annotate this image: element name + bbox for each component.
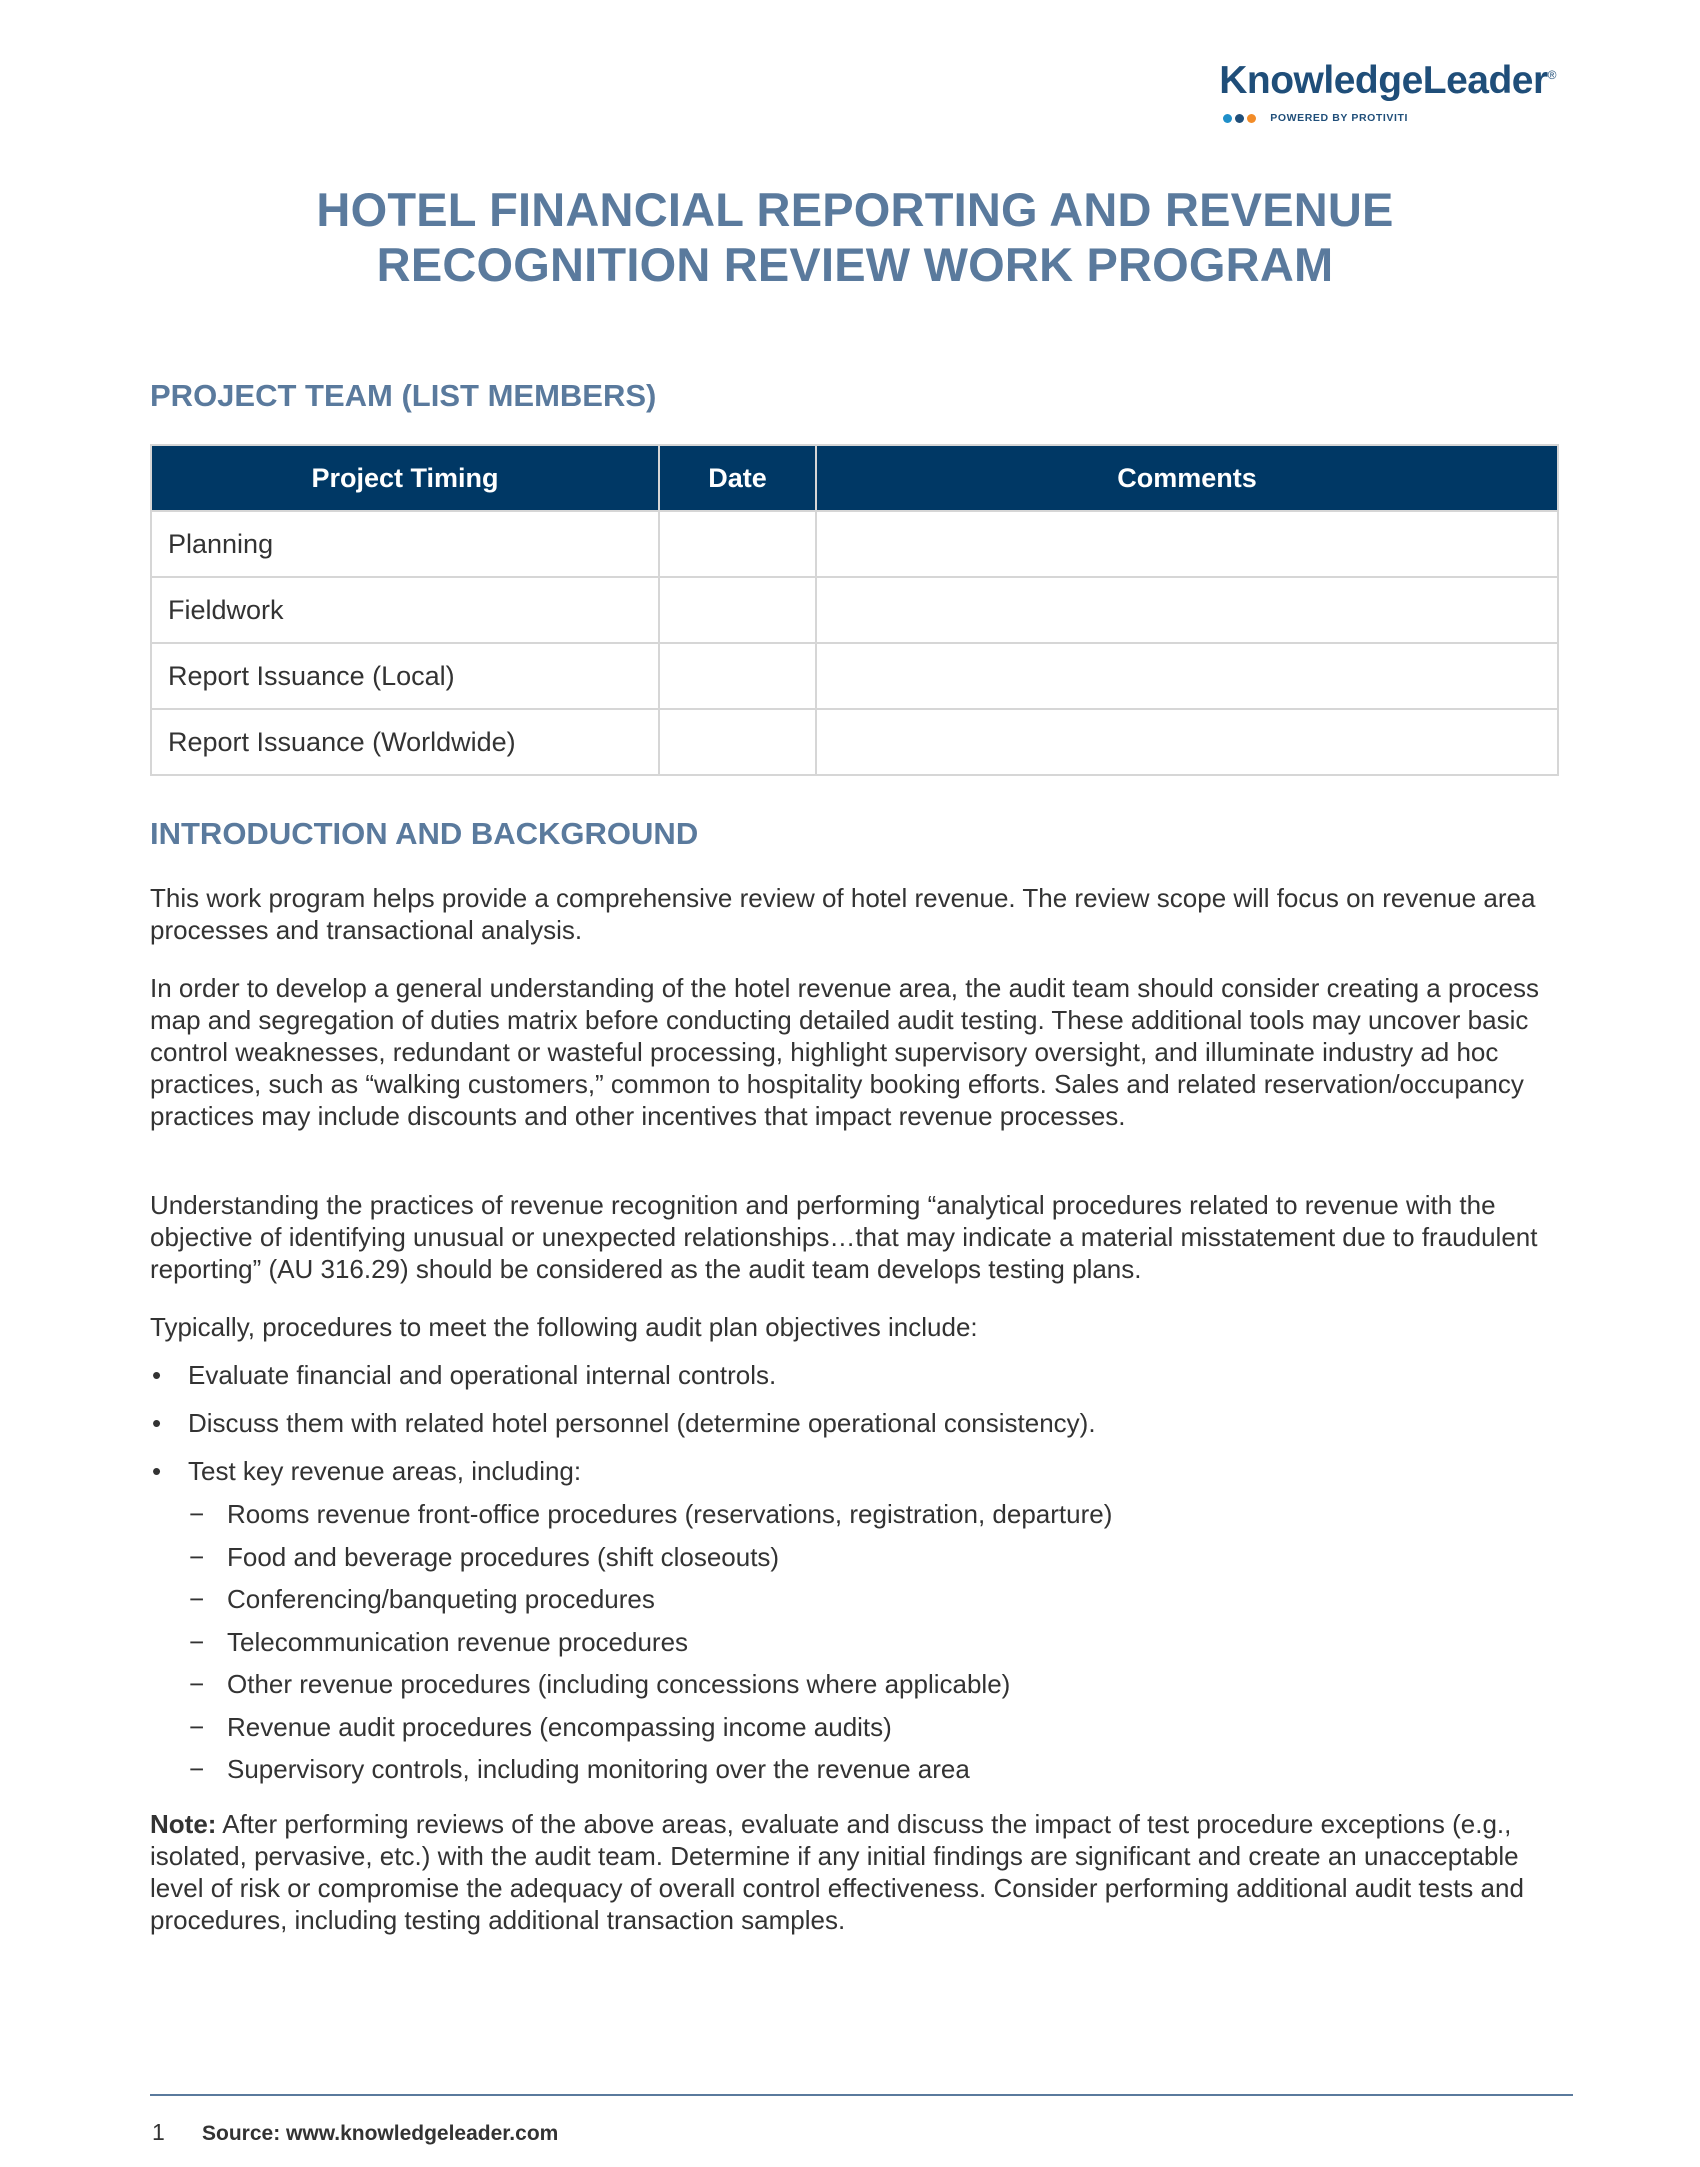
title-line-2: RECOGNITION REVIEW WORK PROGRAM	[376, 238, 1334, 291]
bullet-mark: •	[152, 1360, 162, 1390]
timing-cell: Fieldwork	[151, 577, 659, 643]
dash-mark: −	[189, 1627, 205, 1657]
bullet-text: Discuss them with related hotel personnel (determine operational consistency).	[188, 1408, 1096, 1438]
sub-bullet-text: Supervisory controls, including monitoring over the revenue area	[227, 1754, 970, 1784]
timing-cell: Report Issuance (Worldwide)	[151, 709, 659, 775]
date-cell[interactable]	[659, 643, 816, 709]
note-paragraph	[150, 1808, 1565, 1936]
footer-divider	[150, 2094, 1573, 2096]
intro-paragraph-2: In order to develop a general understanding of the hotel revenue area, the audit team should consider creating a process map and segregation of duties matrix before conducting detailed audit testing. These additional tools may uncover basic control weaknesses, redundant or wasteful processing, highlight supervisory oversight, and illuminate industry ad hoc practices, such as “walking customers,” common to hospitality booking efforts. Sales and related reservation/occupancy practices may include discounts and other incentives that impact revenue processes.	[150, 973, 1540, 1131]
comments-cell[interactable]	[816, 643, 1558, 709]
source-citation: Source: www.knowledgeleader.com	[202, 2122, 559, 2145]
project-timing-table	[150, 444, 1559, 776]
column-header-project-timing: Project Timing	[151, 445, 659, 511]
comments-cell[interactable]	[816, 709, 1558, 775]
table-row	[151, 577, 1558, 643]
note-text: After performing reviews of the above areas, evaluate and discuss the impact of test procedure exceptions (e.g., isolated, pervasive, etc.) with the audit team. Determine if any initial findings are significant and create an unacceptable level of risk or compromise the adequacy of overall control effectiveness. Consider performing additional audit tests and procedures, including testing additional transaction samples.	[150, 1809, 1524, 1935]
column-header-date: Date	[659, 445, 816, 511]
logo-wordmark: KnowledgeLeader®	[1219, 59, 1556, 102]
table-row	[151, 709, 1558, 775]
sub-bullet-text: Conferencing/banqueting procedures	[227, 1584, 655, 1614]
dash-mark: −	[189, 1669, 205, 1699]
sub-bullet-text: Rooms revenue front-office procedures (reservations, registration, departure)	[227, 1499, 1113, 1529]
knowledgeleader-logo	[1219, 52, 1556, 126]
logo-dot-blue	[1223, 114, 1232, 123]
column-header-comments: Comments	[816, 445, 1558, 511]
title-line-1: HOTEL FINANCIAL REPORTING AND REVENUE	[316, 183, 1394, 236]
sub-bullet-text: Telecommunication revenue procedures	[227, 1627, 689, 1657]
logo-dot-orange	[1247, 114, 1256, 123]
logo-tagline: POWERED BY PROTIVITI	[1270, 112, 1409, 124]
page-number: 1	[152, 2119, 165, 2145]
sub-bullet-text: Other revenue procedures (including concessions where applicable)	[227, 1669, 1011, 1699]
comments-cell[interactable]	[816, 577, 1558, 643]
date-cell[interactable]	[659, 709, 816, 775]
document-title	[150, 182, 1560, 292]
dash-mark: −	[189, 1499, 205, 1529]
note-label: Note:	[150, 1809, 217, 1839]
table-header-row	[151, 445, 1558, 511]
dash-mark: −	[189, 1712, 205, 1742]
dash-mark: −	[189, 1584, 205, 1614]
introduction-heading: INTRODUCTION AND BACKGROUND	[150, 816, 699, 851]
logo-subline	[1219, 110, 1556, 126]
logo-dots-icon	[1223, 114, 1256, 123]
intro-paragraph-3: Understanding the practices of revenue recognition and performing “analytical procedures related to revenue with the objective of identifying unusual or unexpected relationships…that may indicate a material misstatement due to fraudulent reporting” (AU 316.29) should be considered as the audit team develops testing plans.	[150, 1190, 1538, 1284]
timing-cell: Report Issuance (Local)	[151, 643, 659, 709]
dash-mark: −	[189, 1542, 205, 1572]
table-row	[151, 643, 1558, 709]
bullet-mark: •	[152, 1456, 162, 1486]
table-row	[151, 511, 1558, 577]
timing-cell: Planning	[151, 511, 659, 577]
logo-dot-navy	[1235, 114, 1244, 123]
bullet-text: Evaluate financial and operational internal controls.	[188, 1360, 777, 1390]
intro-paragraph-1: This work program helps provide a comprehensive review of hotel revenue. The review scope will focus on revenue area processes and transactional analysis.	[150, 883, 1536, 945]
dash-mark: −	[189, 1754, 205, 1784]
sub-bullet-text: Food and beverage procedures (shift closeouts)	[227, 1542, 780, 1572]
date-cell[interactable]	[659, 511, 816, 577]
intro-paragraph-4: Typically, procedures to meet the following audit plan objectives include:	[150, 1312, 978, 1342]
bullet-mark: •	[152, 1408, 162, 1438]
date-cell[interactable]	[659, 577, 816, 643]
sub-bullet-text: Revenue audit procedures (encompassing income audits)	[227, 1712, 892, 1742]
comments-cell[interactable]	[816, 511, 1558, 577]
project-team-heading: PROJECT TEAM (LIST MEMBERS)	[150, 378, 657, 413]
bullet-text: Test key revenue areas, including:	[188, 1456, 582, 1486]
